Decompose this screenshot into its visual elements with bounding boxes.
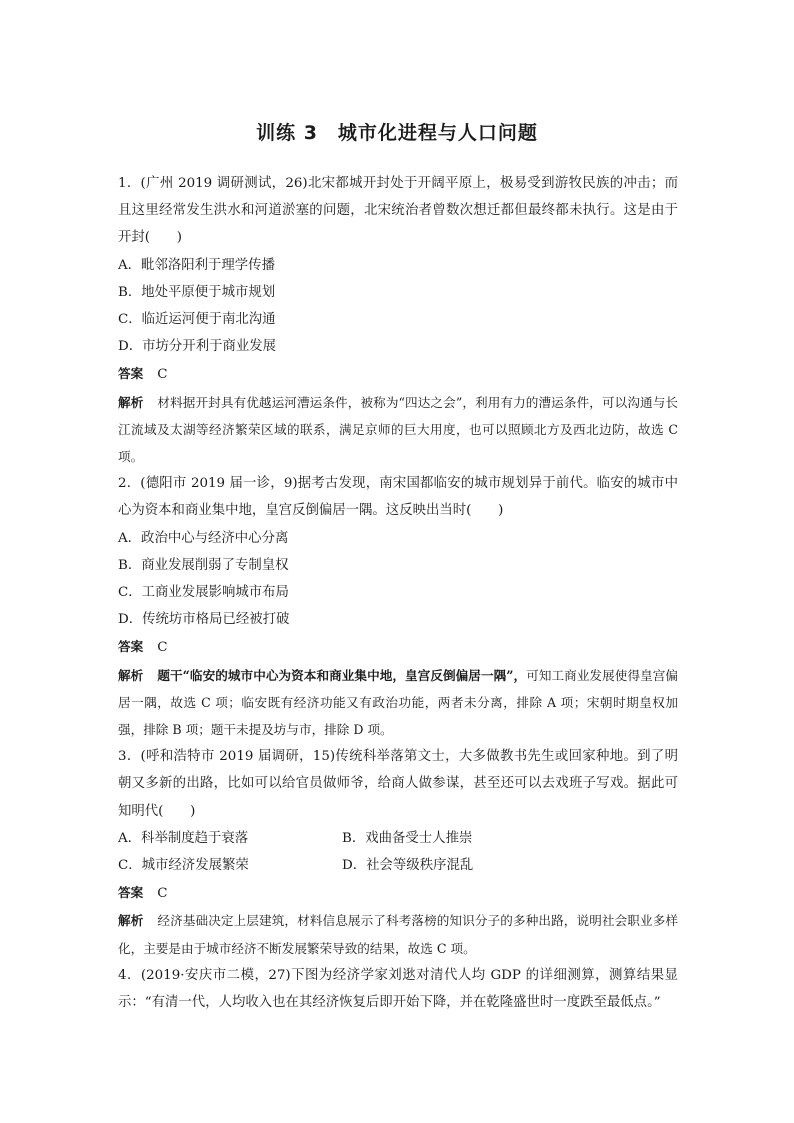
answer-label: 答案	[118, 885, 144, 901]
answer-value: C	[157, 640, 168, 656]
question-1-option-d: D．市坊分开利于商业发展	[118, 339, 277, 355]
question-1-option-b: B．地处平原便于城市规划	[118, 284, 276, 300]
question-2-option-b: B．商业发展削弱了专制皇权	[118, 557, 289, 573]
analysis-label: 解析	[118, 667, 144, 683]
question-3-answer	[118, 879, 678, 907]
analysis-text: 可知工商业发展使得皇宫偏居一隅，故选 C 项；临安既有经济功能又有政治功能，两者未分离，排除 A 项；宋朝时期皇权加强，排除 B 项；题干未提及坊与市，排除 D 项。	[118, 667, 678, 738]
question-2-answer	[118, 633, 678, 661]
document-body	[118, 170, 678, 1016]
question-2-stem: 2．(德阳市 2019 届一诊，9)据考古发现，南宋国都临安的城市规划异于前代。临安的城市中心为资本和商业集中地，皇宫反倒偏居一隅。这反映出当时( )	[118, 476, 678, 519]
question-1-stem: 1．(广州 2019 调研测试，26)北宋都城开封处于开阔平原上，极易受到游牧民族的冲击；而且这里经常发生洪水和河道淤塞的问题，北宋统治者曾数次想迁都但最终都未执行。这是由于开封( )	[118, 176, 678, 246]
question-1-answer	[118, 360, 678, 388]
question-3-options-row-1	[118, 825, 678, 852]
question-3-analysis	[118, 907, 678, 961]
question-1-option-a: A．毗邻洛阳利于理学传播	[118, 257, 275, 273]
question-3-options-row-2	[118, 852, 678, 879]
question-2-option-d: D．传统坊市格局已经被打破	[118, 612, 290, 628]
question-3-stem: 3．(呼和浩特市 2019 届调研，15)传统科举落第文士，大多做教书先生或回家种地。到了明朝又多新的出路，比如可以给官员做师爷，给商人做参谋，甚至还可以去戏班子写戏。据此可知明代( )	[118, 749, 678, 819]
question-2-analysis	[118, 662, 678, 744]
analysis-bold-text: 题干“临安的城市中心为资本和商业集中地，皇宫反倒偏居一隅”，	[157, 667, 527, 683]
question-2-option-c: C．工商业发展影响城市布局	[118, 585, 289, 601]
analysis-text: 经济基础决定上层建筑，材料信息展示了科考落榜的知识分子的多种出路，说明社会职业多样化，主要是由于城市经济不断发展繁荣导致的结果，故选 C 项。	[118, 913, 679, 956]
question-2-option-a: A．政治中心与经济中心分离	[118, 530, 289, 546]
page-title: 训练 3 城市化进程与人口问题	[256, 122, 538, 144]
answer-label: 答案	[118, 639, 144, 655]
analysis-label: 解析	[118, 913, 144, 929]
question-3-option-b: B．戏曲备受士人推崇	[342, 830, 473, 846]
question-3-option-d: D．社会等级秩序混乱	[342, 858, 474, 874]
analysis-label: 解析	[118, 394, 144, 410]
question-1-analysis	[118, 389, 678, 471]
question-1-option-c: C．临近运河便于南北沟通	[118, 312, 276, 328]
question-4-stem: 4．(2019·安庆市二模，27)下图为经济学家刘逖对清代人均 GDP 的详细测算，测算结果显示：“有清一代，人均收入也在其经济恢复后即开始下降，并在乾隆盛世时一度跌至最低点。”	[118, 967, 678, 1011]
answer-value: C	[157, 367, 168, 383]
question-3-option-a: A．科举制度趋于衰落	[118, 830, 249, 846]
analysis-text: 材料据开封具有优越运河漕运条件，被称为“四达之会”，利用有力的漕运条件，可以沟通与长江流域及太湖等经济繁荣区域的联系，满足京师的巨大用度，也可以照顾北方及西北边防，故选 C 项。	[118, 394, 678, 465]
question-3-option-c: C．城市经济发展繁荣	[118, 858, 249, 874]
answer-label: 答案	[118, 366, 144, 382]
answer-value: C	[157, 886, 168, 902]
